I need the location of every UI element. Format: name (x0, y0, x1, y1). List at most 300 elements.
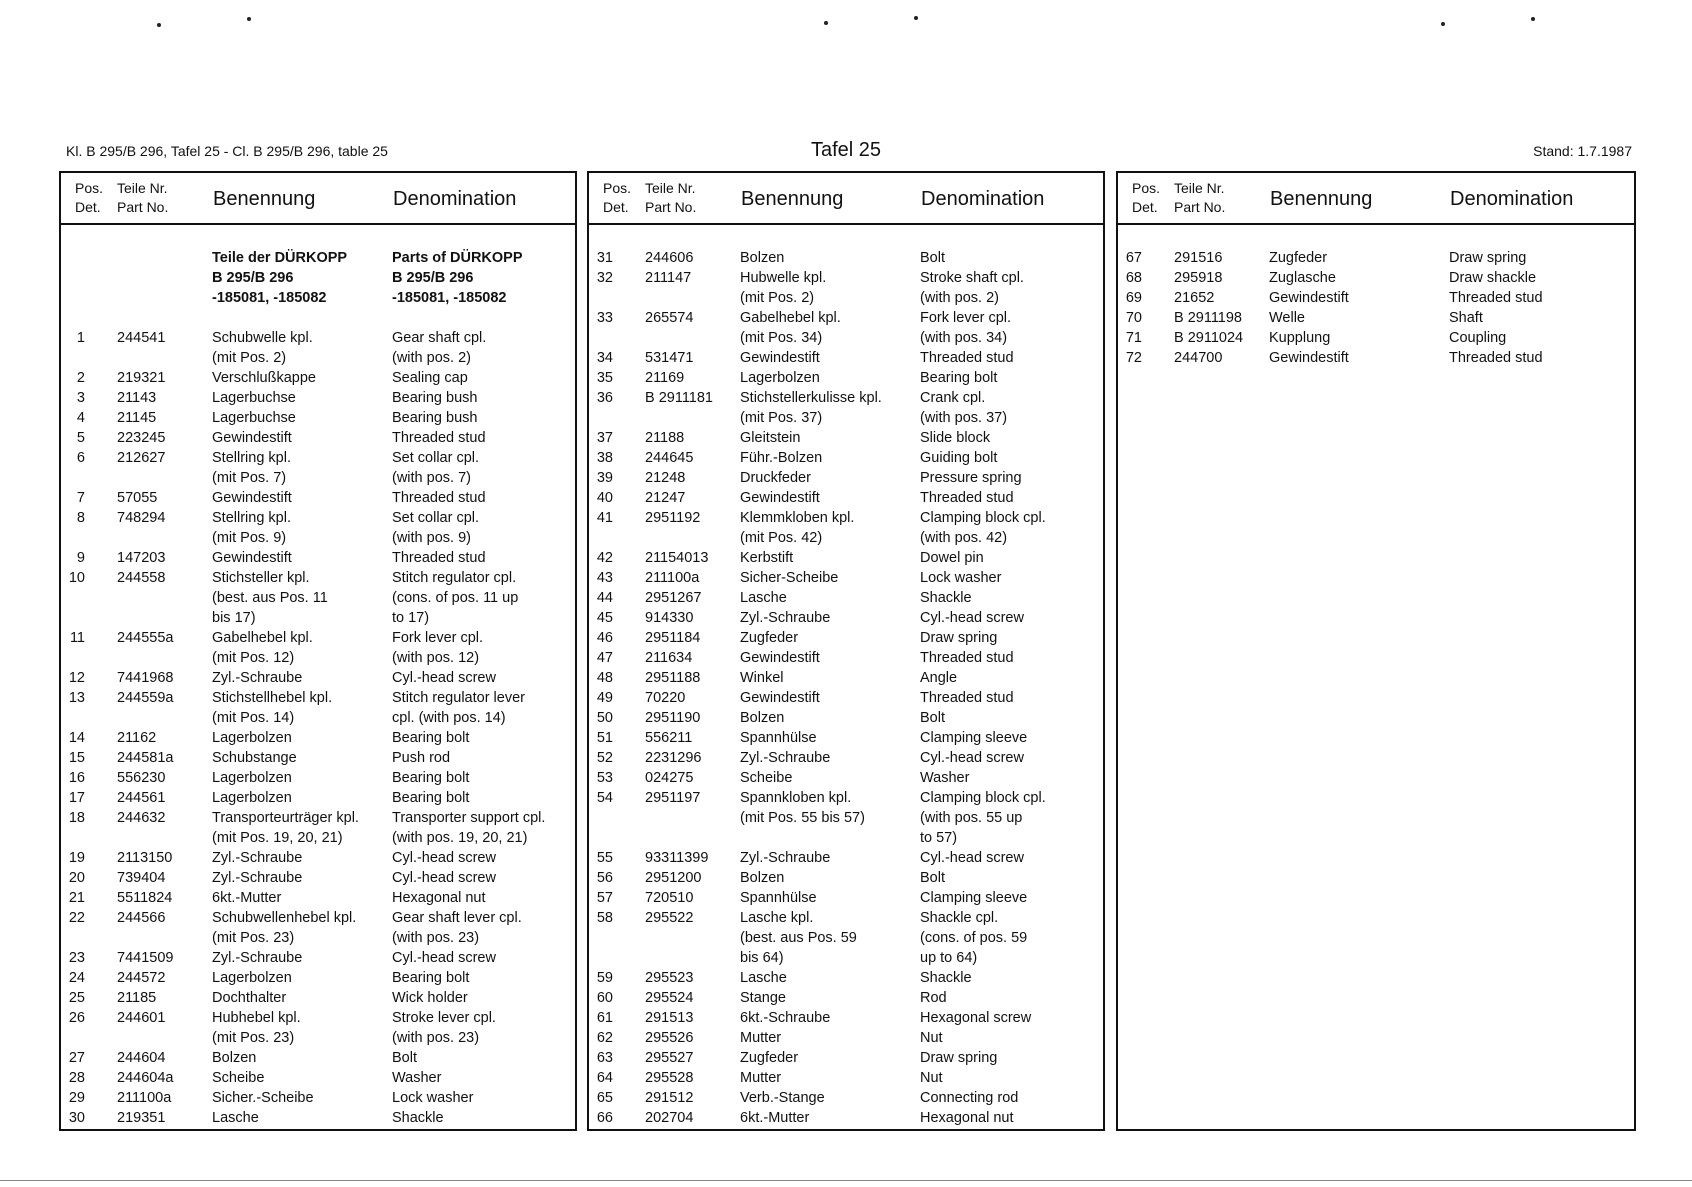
denomination-cell: Stitch regulator lever (392, 690, 525, 706)
denomination-cell: (with pos. 7) (392, 470, 471, 486)
table-row (589, 268, 1103, 288)
part-number-cell: 291513 (645, 1010, 694, 1026)
benennung-cell: Lagerbuchse (212, 390, 296, 406)
denomination-cell: (with pos. 2) (392, 350, 471, 366)
benennung-cell: Druckfeder (740, 470, 811, 486)
header-det-label: Det. (75, 199, 101, 215)
denomination-cell: Threaded stud (920, 690, 1014, 706)
benennung-cell: (mit Pos. 12) (212, 650, 295, 666)
table-row (61, 888, 575, 908)
denomination-cell: cpl. (with pos. 14) (392, 710, 506, 726)
denomination-cell: (with pos. 9) (392, 530, 471, 546)
pos-cell: 70 (1125, 310, 1142, 326)
benennung-cell: Hubwelle kpl. (740, 270, 827, 286)
table-row (589, 608, 1103, 628)
benennung-cell: (mit Pos. 23) (212, 1030, 295, 1046)
part-number-cell: 223245 (117, 430, 166, 446)
benennung-cell: (mit Pos. 23) (212, 930, 295, 946)
benennung-cell: Gewindestift (740, 650, 820, 666)
header-pos (75, 179, 103, 217)
header-part-no-label: Part No. (117, 199, 169, 215)
pos-cell: 65 (596, 1090, 613, 1106)
table-row (589, 828, 1103, 848)
table-row (589, 388, 1103, 408)
denomination-cell: Threaded stud (920, 650, 1014, 666)
pos-cell: 24 (68, 970, 85, 986)
table-row (589, 1088, 1103, 1108)
pos-cell: 16 (68, 770, 85, 786)
denomination-cell: Nut (920, 1030, 943, 1046)
benennung-cell: 6kt.-Schraube (740, 1010, 831, 1026)
table-row (61, 528, 575, 548)
table-row (589, 728, 1103, 748)
table-row (589, 908, 1103, 928)
pos-cell: 26 (68, 1010, 85, 1026)
table-row (589, 948, 1103, 968)
part-number-cell: 739404 (117, 870, 166, 886)
benennung-cell: Lagerbolzen (740, 370, 820, 386)
page-bottom-rule (0, 1180, 1692, 1181)
part-number-cell: 219351 (117, 1110, 166, 1126)
part-number-cell: 7441968 (117, 670, 174, 686)
pos-cell: 36 (596, 390, 613, 406)
table-row (589, 808, 1103, 828)
table-row (589, 768, 1103, 788)
part-number-cell: 21145 (117, 410, 157, 426)
part-number-cell: 2951188 (645, 670, 701, 686)
denomination-cell: Coupling (1449, 330, 1507, 346)
table-row (1118, 348, 1634, 368)
part-number-cell: 244581a (117, 750, 174, 766)
benennung-cell: (mit Pos. 42) (740, 530, 823, 546)
table-row (61, 1108, 575, 1128)
benennung-cell: 6kt.-Mutter (212, 890, 282, 906)
denomination-cell: Bearing bolt (392, 770, 470, 786)
denomination-cell: Threaded stud (392, 430, 486, 446)
pos-cell: 1 (76, 330, 85, 346)
pos-cell: 22 (68, 910, 85, 926)
part-number-cell: 244558 (117, 570, 166, 586)
benennung-cell: Bolzen (212, 1050, 257, 1066)
header-benennung: Benennung (741, 188, 844, 210)
benennung-cell: Gewindestift (740, 350, 820, 366)
header-denomination: Denomination (1450, 188, 1574, 210)
part-number-cell: 244601 (117, 1010, 166, 1026)
table-row (589, 408, 1103, 428)
table-row (61, 388, 575, 408)
denomination-cell: Hexagonal nut (920, 1110, 1014, 1126)
table-row (61, 1068, 575, 1088)
pos-cell: 41 (596, 510, 613, 526)
denomination-cell: Pressure spring (920, 470, 1022, 486)
denomination-cell: (with pos. 37) (920, 410, 1008, 426)
table-row (61, 908, 575, 928)
part-number-cell: 244555a (117, 630, 174, 646)
page-dot (914, 16, 918, 20)
benennung-cell: Stichsteller kpl. (212, 570, 310, 586)
part-number-cell: 244700 (1174, 350, 1223, 366)
pos-cell: 63 (596, 1050, 613, 1066)
document-reference: Kl. B 295/B 296, Tafel 25 - Cl. B 295/B 296, table 25 (66, 143, 388, 159)
header-teile-nr-label: Teile Nr. (117, 180, 168, 196)
benennung-cell: Stange (740, 990, 786, 1006)
benennung-cell: Zugfeder (740, 1050, 799, 1066)
table-row (61, 728, 575, 748)
benennung-cell: Scheibe (740, 770, 793, 786)
pos-cell: 47 (596, 650, 613, 666)
table-row (61, 548, 575, 568)
part-number-cell: 556211 (645, 730, 693, 746)
table-row (61, 568, 575, 588)
benennung-cell: Gabelhebel kpl. (212, 630, 313, 646)
table-row (61, 628, 575, 648)
denomination-cell: Push rod (392, 750, 451, 766)
part-number-cell: 2231296 (645, 750, 702, 766)
header-part-no-label: Part No. (645, 199, 697, 215)
pos-cell: 68 (1125, 270, 1142, 286)
benennung-cell: Lagerbolzen (212, 730, 292, 746)
denomination-cell: Clamping block cpl. (920, 790, 1046, 806)
part-number-cell: 2951197 (645, 790, 701, 806)
benennung-cell: Schubwellenhebel kpl. (212, 910, 357, 926)
table-row (1118, 268, 1634, 288)
header-denomination: Denomination (921, 188, 1045, 210)
pos-cell: 7 (76, 490, 85, 506)
table-row (589, 648, 1103, 668)
denomination-cell: Shackle (920, 590, 972, 606)
pos-cell: 57 (596, 890, 613, 906)
part-number-cell: 244645 (645, 450, 694, 466)
pos-cell: 28 (68, 1070, 85, 1086)
table-row (61, 808, 575, 828)
table-row (61, 948, 575, 968)
benennung-cell: (mit Pos. 19, 20, 21) (212, 830, 343, 846)
benennung-cell: Mutter (740, 1030, 782, 1046)
denomination-cell: Wick holder (392, 990, 468, 1006)
denomination-cell: Bearing bolt (920, 370, 998, 386)
page-dot (1441, 22, 1445, 26)
denomination-cell: Washer (392, 1070, 442, 1086)
benennung-cell: Zyl.-Schraube (212, 950, 303, 966)
table-row (61, 348, 575, 368)
pos-cell: 31 (596, 250, 613, 266)
part-number-cell: 21247 (645, 490, 686, 506)
pos-cell: 72 (1125, 350, 1142, 366)
pos-cell: 51 (596, 730, 613, 746)
table-row (589, 508, 1103, 528)
benennung-cell: Gewindestift (212, 490, 292, 506)
pos-cell: 42 (596, 550, 613, 566)
table-row (61, 708, 575, 728)
part-number-cell: 295527 (645, 1050, 694, 1066)
table-row (589, 848, 1103, 868)
benennung-cell: Lasche (212, 1110, 259, 1126)
pos-cell: 54 (596, 790, 613, 806)
denomination-cell: Connecting rod (920, 1090, 1019, 1106)
benennung-cell: Stellring kpl. (212, 510, 291, 526)
header-benennung: Benennung (1270, 188, 1373, 210)
part-number-cell: 211100a (645, 570, 700, 586)
pos-cell: 55 (596, 850, 613, 866)
part-number-cell: 556230 (117, 770, 166, 786)
pos-cell: 39 (596, 470, 613, 486)
pos-cell: 30 (68, 1110, 85, 1126)
pos-cell: 66 (596, 1110, 613, 1126)
denomination-cell: Dowel pin (920, 550, 984, 566)
table-row (61, 668, 575, 688)
benennung-cell: Zyl.-Schraube (212, 870, 303, 886)
header-part-no-label: Part No. (1174, 199, 1226, 215)
table-row (589, 1008, 1103, 1028)
header-teile-nr-label: Teile Nr. (645, 180, 696, 196)
pos-cell: 13 (68, 690, 85, 706)
denomination-cell: Shackle cpl. (920, 910, 999, 926)
table-header (61, 173, 575, 225)
denomination-cell: Threaded stud (392, 550, 486, 566)
header-det-label: Det. (1132, 199, 1158, 215)
denomination-cell: (with pos. 34) (920, 330, 1008, 346)
table-row (1118, 248, 1634, 268)
benennung-cell: Dochthalter (212, 990, 287, 1006)
part-number-cell: 211100a (117, 1090, 172, 1106)
part-number-cell: 914330 (645, 610, 694, 626)
part-number-cell: 2951192 (645, 510, 701, 526)
denomination-cell: (with pos. 23) (392, 1030, 480, 1046)
part-number-cell: 2951190 (645, 710, 701, 726)
benennung-cell: Zyl.-Schraube (740, 610, 831, 626)
table-row (61, 588, 575, 608)
denomination-cell: Shaft (1449, 310, 1483, 326)
table-row (589, 708, 1103, 728)
benennung-cell: Welle (1269, 310, 1305, 326)
pos-cell: 3 (76, 390, 85, 406)
pos-cell: 19 (68, 850, 85, 866)
part-number-cell: 295522 (645, 910, 694, 926)
benennung-cell: Bolzen (740, 710, 785, 726)
benennung-cell: bis 64) (740, 950, 784, 966)
benennung-cell: Scheibe (212, 1070, 265, 1086)
benennung-cell: Bolzen (740, 250, 785, 266)
pos-cell: 50 (596, 710, 613, 726)
header-pos-label: Pos. (603, 180, 632, 196)
denomination-cell: Bearing bolt (392, 730, 470, 746)
part-number-cell: 21169 (645, 370, 685, 386)
pos-cell: 49 (596, 690, 613, 706)
part-number-cell: 7441509 (117, 950, 174, 966)
table-row (589, 668, 1103, 688)
table-row (589, 528, 1103, 548)
part-number-cell: 2951267 (645, 590, 702, 606)
table-row (589, 308, 1103, 328)
benennung-cell: Transporteurträger kpl. (212, 810, 359, 826)
benennung-cell: Gewindestift (212, 550, 292, 566)
denomination-cell: Slide block (920, 430, 991, 446)
table-row (589, 888, 1103, 908)
pos-cell: 37 (596, 430, 613, 446)
pos-cell: 45 (596, 610, 613, 626)
table-body (61, 225, 575, 1128)
table-row (589, 548, 1103, 568)
benennung-cell: Lagerbolzen (212, 770, 292, 786)
benennung-cell: Teile der DÜRKOPP (212, 250, 348, 266)
part-number-cell: 93311399 (645, 850, 709, 866)
part-number-cell: 244604a (117, 1070, 174, 1086)
header-benennung: Benennung (213, 188, 316, 210)
header-part-no (117, 179, 168, 217)
denomination-cell: Hexagonal nut (392, 890, 486, 906)
denomination-cell: Bearing bush (392, 410, 478, 426)
benennung-cell: (mit Pos. 2) (740, 290, 815, 306)
table-row (61, 648, 575, 668)
pos-cell: 67 (1125, 250, 1142, 266)
benennung-cell: Gewindestift (1269, 290, 1349, 306)
denomination-cell: Clamping sleeve (920, 890, 1028, 906)
benennung-cell: Kupplung (1269, 330, 1331, 346)
benennung-cell: Bolzen (740, 870, 785, 886)
header-det-label: Det. (603, 199, 629, 215)
denomination-cell: to 57) (920, 830, 958, 846)
denomination-cell: Cyl.-head screw (920, 850, 1024, 866)
table-row (589, 1068, 1103, 1088)
denomination-cell: Stroke shaft cpl. (920, 270, 1024, 286)
part-number-cell: 21652 (1174, 290, 1215, 306)
benennung-cell: Zuglasche (1269, 270, 1336, 286)
table-row (589, 348, 1103, 368)
benennung-cell: (mit Pos. 9) (212, 530, 287, 546)
pos-cell: 21 (68, 890, 85, 906)
benennung-cell: Gleitstein (740, 430, 801, 446)
benennung-cell: Zyl.-Schraube (212, 850, 303, 866)
table-row (61, 1048, 575, 1068)
pos-cell: 29 (68, 1090, 85, 1106)
table-row (61, 268, 575, 288)
benennung-cell: Winkel (740, 670, 784, 686)
part-number-cell: 244632 (117, 810, 166, 826)
pos-cell: 46 (596, 630, 613, 646)
benennung-cell: Sicher-Scheibe (740, 570, 839, 586)
benennung-cell: (mit Pos. 37) (740, 410, 823, 426)
denomination-cell: Draw spring (920, 1050, 998, 1066)
part-number-cell: 21143 (117, 390, 157, 406)
part-number-cell: 57055 (117, 490, 158, 506)
pos-cell: 18 (68, 810, 85, 826)
benennung-cell: Gewindestift (740, 690, 820, 706)
pos-cell: 44 (596, 590, 613, 606)
part-number-cell: B 2911181 (645, 390, 713, 406)
denomination-cell: Threaded stud (392, 490, 486, 506)
part-number-cell: 21154013 (645, 550, 709, 566)
benennung-cell: (mit Pos. 34) (740, 330, 823, 346)
table-row (1118, 288, 1634, 308)
header-pos (603, 179, 631, 217)
table-row (589, 568, 1103, 588)
pos-cell: 64 (596, 1070, 613, 1086)
page-dot (247, 17, 251, 21)
parts-table-panel-1 (59, 171, 577, 1131)
table-row (61, 828, 575, 848)
denomination-cell: Bolt (920, 710, 945, 726)
benennung-cell: Zugfeder (1269, 250, 1328, 266)
pos-cell: 14 (68, 730, 85, 746)
pos-cell: 58 (596, 910, 613, 926)
part-number-cell: 291516 (1174, 250, 1223, 266)
pos-cell: 32 (596, 270, 613, 286)
benennung-cell: (mit Pos. 2) (212, 350, 287, 366)
part-number-cell: 295524 (645, 990, 694, 1006)
benennung-cell: Schubstange (212, 750, 297, 766)
pos-cell: 25 (68, 990, 85, 1006)
table-body (589, 225, 1103, 1128)
benennung-cell: (mit Pos. 14) (212, 710, 295, 726)
table-row (61, 788, 575, 808)
pos-cell: 23 (68, 950, 85, 966)
benennung-cell: Führ.-Bolzen (740, 450, 823, 466)
benennung-cell: B 295/B 296 (212, 270, 294, 286)
denomination-cell: B 295/B 296 (392, 270, 474, 286)
benennung-cell: Gabelhebel kpl. (740, 310, 841, 326)
table-row (1118, 328, 1634, 348)
part-number-cell: 244604 (117, 1050, 166, 1066)
pos-cell: 61 (596, 1010, 613, 1026)
denomination-cell: Cyl.-head screw (920, 750, 1024, 766)
part-number-cell: 2951200 (645, 870, 702, 886)
denomination-cell: Fork lever cpl. (392, 630, 484, 646)
denomination-cell: Bolt (920, 870, 945, 886)
denomination-cell: Threaded stud (1449, 290, 1543, 306)
table-row (589, 368, 1103, 388)
header-pos (1132, 179, 1160, 217)
denomination-cell: Bolt (392, 1050, 417, 1066)
denomination-cell: Cyl.-head screw (392, 670, 496, 686)
table-row (589, 928, 1103, 948)
benennung-cell: (mit Pos. 55 bis 57) (740, 810, 865, 826)
part-number-cell: 748294 (117, 510, 166, 526)
part-number-cell: 291512 (645, 1090, 694, 1106)
pos-cell: 17 (68, 790, 85, 806)
benennung-cell: Gewindestift (740, 490, 820, 506)
denomination-cell: Cyl.-head screw (920, 610, 1024, 626)
table-row (589, 1108, 1103, 1128)
denomination-cell: Fork lever cpl. (920, 310, 1012, 326)
pos-cell: 4 (76, 410, 85, 426)
header-pos-label: Pos. (75, 180, 104, 196)
benennung-cell: (best. aus Pos. 59 (740, 930, 857, 946)
table-row (61, 748, 575, 768)
table-row (61, 1028, 575, 1048)
parts-table-panel-2 (587, 171, 1105, 1131)
pos-cell: 38 (596, 450, 613, 466)
denomination-cell: Angle (920, 670, 958, 686)
table-row (589, 288, 1103, 308)
table-row (589, 1028, 1103, 1048)
table-row (589, 628, 1103, 648)
pos-cell: 35 (596, 370, 613, 386)
header-part-no (1174, 179, 1225, 217)
table-row (61, 988, 575, 1008)
benennung-cell: Lasche kpl. (740, 910, 814, 926)
denomination-cell: Bearing bolt (392, 970, 470, 986)
benennung-cell: Mutter (740, 1070, 782, 1086)
part-number-cell: 295526 (645, 1030, 694, 1046)
benennung-cell: Stellring kpl. (212, 450, 291, 466)
part-number-cell: 024275 (645, 770, 694, 786)
pos-cell: 10 (68, 570, 85, 586)
part-number-cell: 295523 (645, 970, 694, 986)
denomination-cell: Washer (920, 770, 970, 786)
header-pos-label: Pos. (1132, 180, 1161, 196)
benennung-cell: Schubwelle kpl. (212, 330, 313, 346)
denomination-cell: Lock washer (392, 1090, 474, 1106)
